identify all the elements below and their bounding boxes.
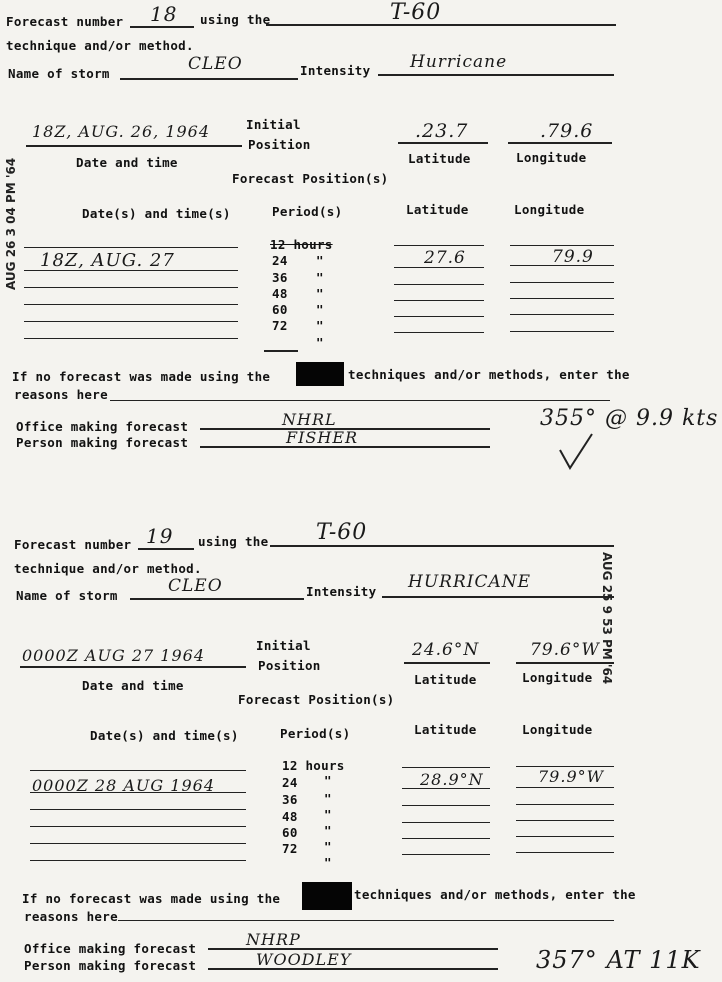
intensity-label: Intensity	[300, 63, 371, 78]
date-line	[30, 843, 246, 844]
period-72: 72	[272, 318, 288, 333]
initial-latitude-value: .23.7	[415, 120, 469, 142]
initial-latitude-line	[404, 662, 490, 664]
date-time-label: Date and time	[82, 678, 184, 693]
ditto-mark: "	[324, 855, 332, 870]
person-line	[208, 968, 498, 970]
ditto-mark: "	[324, 823, 332, 838]
handwritten-note: 355° @ 9.9 kts	[540, 406, 719, 431]
initial-longitude-value: 79.6°W	[530, 640, 600, 660]
period-48: 48	[282, 809, 298, 824]
intensity-label: Intensity	[306, 584, 377, 599]
row-longitude-value: 79.9	[552, 247, 594, 267]
ditto-mark: "	[324, 839, 332, 854]
period-72: 72	[282, 841, 298, 856]
office-label: Office making forecast	[16, 419, 189, 434]
latitude-header: Latitude	[406, 202, 469, 217]
longitude-line	[516, 787, 614, 788]
ditto-mark: "	[316, 302, 324, 317]
reasons-label: reasons here	[24, 909, 118, 924]
row-latitude-value: 27.6	[424, 248, 466, 268]
using-the-label: using the	[200, 12, 271, 27]
reasons-line	[118, 920, 614, 921]
row-date-value: 0000Z 28 AUG 1964	[32, 776, 215, 795]
technique-label: technique and/or method.	[6, 38, 194, 53]
initial-datetime-value: 18Z, AUG. 26, 1964	[32, 122, 211, 141]
reasons-label: reasons here	[14, 387, 108, 402]
longitude-label: Longitude	[516, 150, 587, 165]
received-stamp: AUG 25 9 53 PM '64	[600, 552, 614, 685]
dates-times-header: Date(s) and time(s)	[82, 206, 231, 221]
no-forecast-text: If no forecast was made using the	[22, 891, 281, 906]
initial-label: Initial	[256, 638, 311, 653]
forecast-number-label: Forecast number	[14, 537, 132, 552]
row-date-value: 18Z, AUG. 27	[40, 250, 175, 271]
storm-name-value: CLEO	[188, 54, 243, 74]
office-value: NHRP	[246, 930, 301, 949]
date-line	[30, 770, 246, 771]
latitude-label: Latitude	[408, 151, 471, 166]
latitude-line	[402, 854, 490, 855]
longitude-header: Longitude	[522, 722, 593, 737]
latitude-line	[402, 805, 490, 806]
longitude-line	[516, 820, 614, 821]
dates-times-header: Date(s) and time(s)	[90, 728, 239, 743]
initial-latitude-value: 24.6°N	[412, 640, 480, 660]
date-time-label: Date and time	[76, 155, 178, 170]
office-value: NHRL	[282, 410, 337, 429]
ditto-mark: "	[316, 335, 324, 350]
technique-value: T-60	[390, 0, 442, 25]
forecast-number-line	[138, 548, 194, 550]
initial-datetime-line	[20, 666, 246, 668]
period-24: 24	[272, 253, 288, 268]
latitude-line	[402, 822, 490, 823]
date-line	[30, 809, 246, 810]
storm-name-label: Name of storm	[8, 66, 110, 81]
date-line	[30, 826, 246, 827]
ditto-mark: "	[316, 286, 324, 301]
position-label: Position	[248, 137, 311, 152]
no-forecast-text-2: techniques and/or methods, enter the	[354, 887, 636, 902]
periods-header: Period(s)	[280, 726, 351, 741]
person-value: WOODLEY	[256, 950, 352, 969]
redaction-block	[302, 882, 352, 910]
position-label: Position	[258, 658, 321, 673]
latitude-line	[402, 767, 490, 768]
period-24: 24	[282, 775, 298, 790]
technique-label: technique and/or method.	[14, 561, 202, 576]
initial-longitude-value: .79.6	[540, 120, 594, 142]
longitude-label: Longitude	[522, 670, 593, 685]
period-60: 60	[272, 302, 288, 317]
received-stamp: AUG 26 3 04 PM '64	[4, 157, 18, 290]
ditto-mark: "	[316, 253, 324, 268]
ditto-mark: "	[324, 791, 332, 806]
latitude-header: Latitude	[414, 722, 477, 737]
forecast-number-value: 19	[146, 524, 174, 548]
longitude-header: Longitude	[514, 202, 585, 217]
forecast-number-label: Forecast number	[6, 14, 124, 29]
period-48: 48	[272, 286, 288, 301]
longitude-line	[516, 836, 614, 837]
period-60: 60	[282, 825, 298, 840]
no-forecast-text-2: techniques and/or methods, enter the	[348, 367, 630, 382]
ditto-mark: "	[324, 773, 332, 788]
latitude-line	[402, 838, 490, 839]
ditto-mark: "	[316, 270, 324, 285]
date-line	[30, 792, 246, 793]
forecast-positions-label: Forecast Position(s)	[238, 692, 395, 707]
period-12: 12 hours	[282, 758, 345, 773]
office-label: Office making forecast	[24, 941, 197, 956]
person-label: Person making forecast	[24, 958, 197, 973]
technique-value: T-60	[316, 520, 368, 545]
storm-name-label: Name of storm	[16, 588, 118, 603]
period-12: 12 hours	[270, 237, 333, 252]
technique-line	[270, 545, 614, 547]
period-36: 36	[272, 270, 288, 285]
forecast-positions-label: Forecast Position(s)	[232, 171, 389, 186]
intensity-value: Hurricane	[410, 52, 508, 72]
intensity-value: HURRICANE	[408, 572, 532, 592]
storm-name-line	[130, 598, 304, 600]
storm-name-value: CLEO	[168, 576, 223, 596]
person-label: Person making forecast	[16, 435, 189, 450]
longitude-line	[516, 804, 614, 805]
office-line	[208, 948, 498, 950]
handwritten-note: 357° AT 11K	[536, 946, 701, 974]
initial-label: Initial	[246, 117, 301, 132]
date-line	[30, 860, 246, 861]
latitude-line	[402, 788, 490, 789]
row-longitude-value: 79.9°W	[538, 767, 605, 786]
ditto-mark: "	[316, 318, 324, 333]
initial-datetime-value: 0000Z AUG 27 1964	[22, 646, 205, 665]
row-latitude-value: 28.9°N	[420, 770, 484, 789]
no-forecast-text: If no forecast was made using the	[12, 369, 271, 384]
longitude-line	[516, 852, 614, 853]
period-36: 36	[282, 792, 298, 807]
using-the-label: using the	[198, 534, 269, 549]
forecast-number-value: 18	[150, 2, 178, 26]
intensity-line	[382, 596, 614, 598]
ditto-mark: "	[324, 807, 332, 822]
periods-header: Period(s)	[272, 204, 343, 219]
person-value: FISHER	[286, 428, 359, 447]
latitude-label: Latitude	[414, 672, 477, 687]
